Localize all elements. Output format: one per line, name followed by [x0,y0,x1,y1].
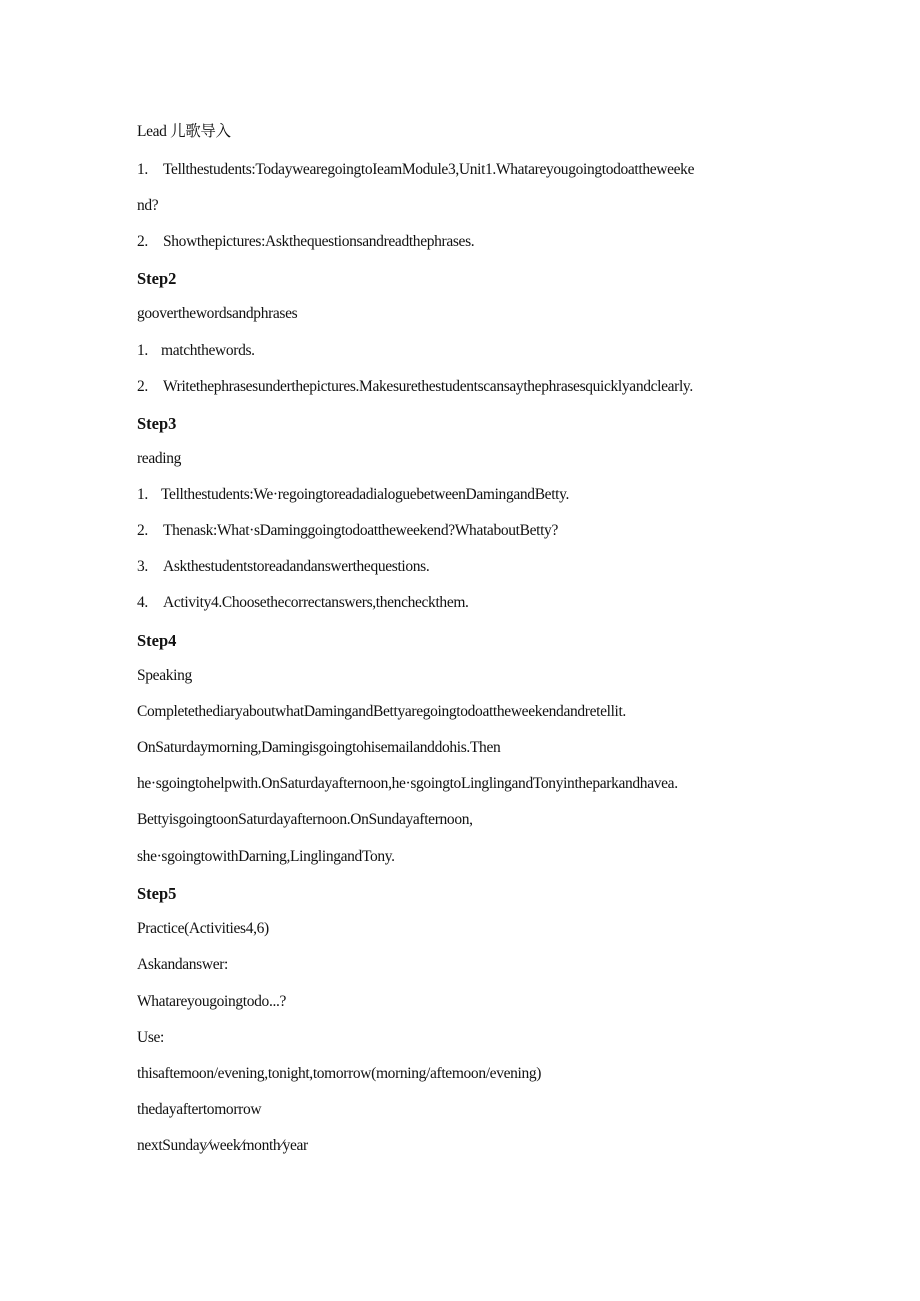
step3-item-2 [137,521,558,541]
list-number: 1. [137,486,148,503]
list-number: 1. [137,161,148,178]
step5-line: Use: [137,1029,165,1046]
list-number: 3. [137,558,148,575]
step5-line: Practice(Activities4,6) [137,920,269,937]
list-text: Activity4.Choosethecorrectanswers,thencheckthem. [163,594,469,611]
list-text: Tellthestudents:We·regoingtoreadadialoguebetweenDamingandBetty. [161,486,570,503]
lead-title: Lead 儿歌导入 [137,123,231,140]
list-text: matchthewords. [161,342,255,359]
list-text: Thenask:What·sDaminggoingtodoattheweekend?WhataboutBetty? [163,522,558,539]
lead-item-1-continuation: nd? [137,197,159,214]
step5-heading: Step5 [137,884,177,903]
list-text: Showthepictures:Askthequestionsandreadthephrases. [163,233,475,250]
list-number: 1. [137,342,148,359]
step5-line: thedayaftertomorrow [137,1101,262,1118]
step4-subtitle: Speaking [137,667,192,684]
list-text: Tellthestudents:TodaywearegoingtoIeamModule3,Unit1.Whatareyougoingtodoattheweeke [163,161,695,178]
list-number: 2. [137,522,148,539]
step4-line: BettyisgoingtoonSaturdayafternoon.OnSundayafternoon, [137,811,473,828]
step3-item-1 [137,485,569,505]
step4-line: CompletethediaryaboutwhatDamingandBettyaregoingtodoattheweekendandretellit. [137,703,626,720]
list-number: 2. [137,378,148,395]
step2-heading: Step2 [137,269,177,288]
list-number: 2. [137,233,148,250]
step4-line: he·sgoingtohelpwith.OnSaturdayafternoon,he·sgoingtoLinglingandTonyintheparkandhavea. [137,775,678,792]
step3-item-3 [137,557,429,577]
step2-subtitle: gooverthewordsandphrases [137,305,298,322]
step4-heading: Step4 [137,631,177,650]
step4-line: OnSaturdaymorning,Damingisgoingtohisemailanddohis.Then [137,739,501,756]
lead-item-1 [137,160,694,180]
step3-heading: Step3 [137,414,177,433]
step5-line: nextSunday⁄week⁄month⁄year [137,1137,308,1154]
step2-item-2 [137,377,693,397]
list-text: Askthestudentstoreadandanswerthequestions. [163,558,430,575]
step5-line: thisaftemoon/evening,tonight,tomorrow(morning/aftemoon/evening) [137,1065,542,1082]
step3-subtitle: reading [137,450,182,467]
list-text: Writethephrasesunderthepictures.Makesurethestudentscansaythephrasesquicklyandclearly. [163,378,693,395]
step3-item-4 [137,593,469,613]
step2-item-1 [137,341,255,361]
list-number: 4. [137,594,148,611]
step4-line: she·sgoingtowithDarning,LinglingandTony. [137,848,395,865]
step5-line: Askandanswer: [137,956,229,973]
step5-line: Whatareyougoingtodo...? [137,993,287,1010]
lead-item-2 [137,232,474,252]
